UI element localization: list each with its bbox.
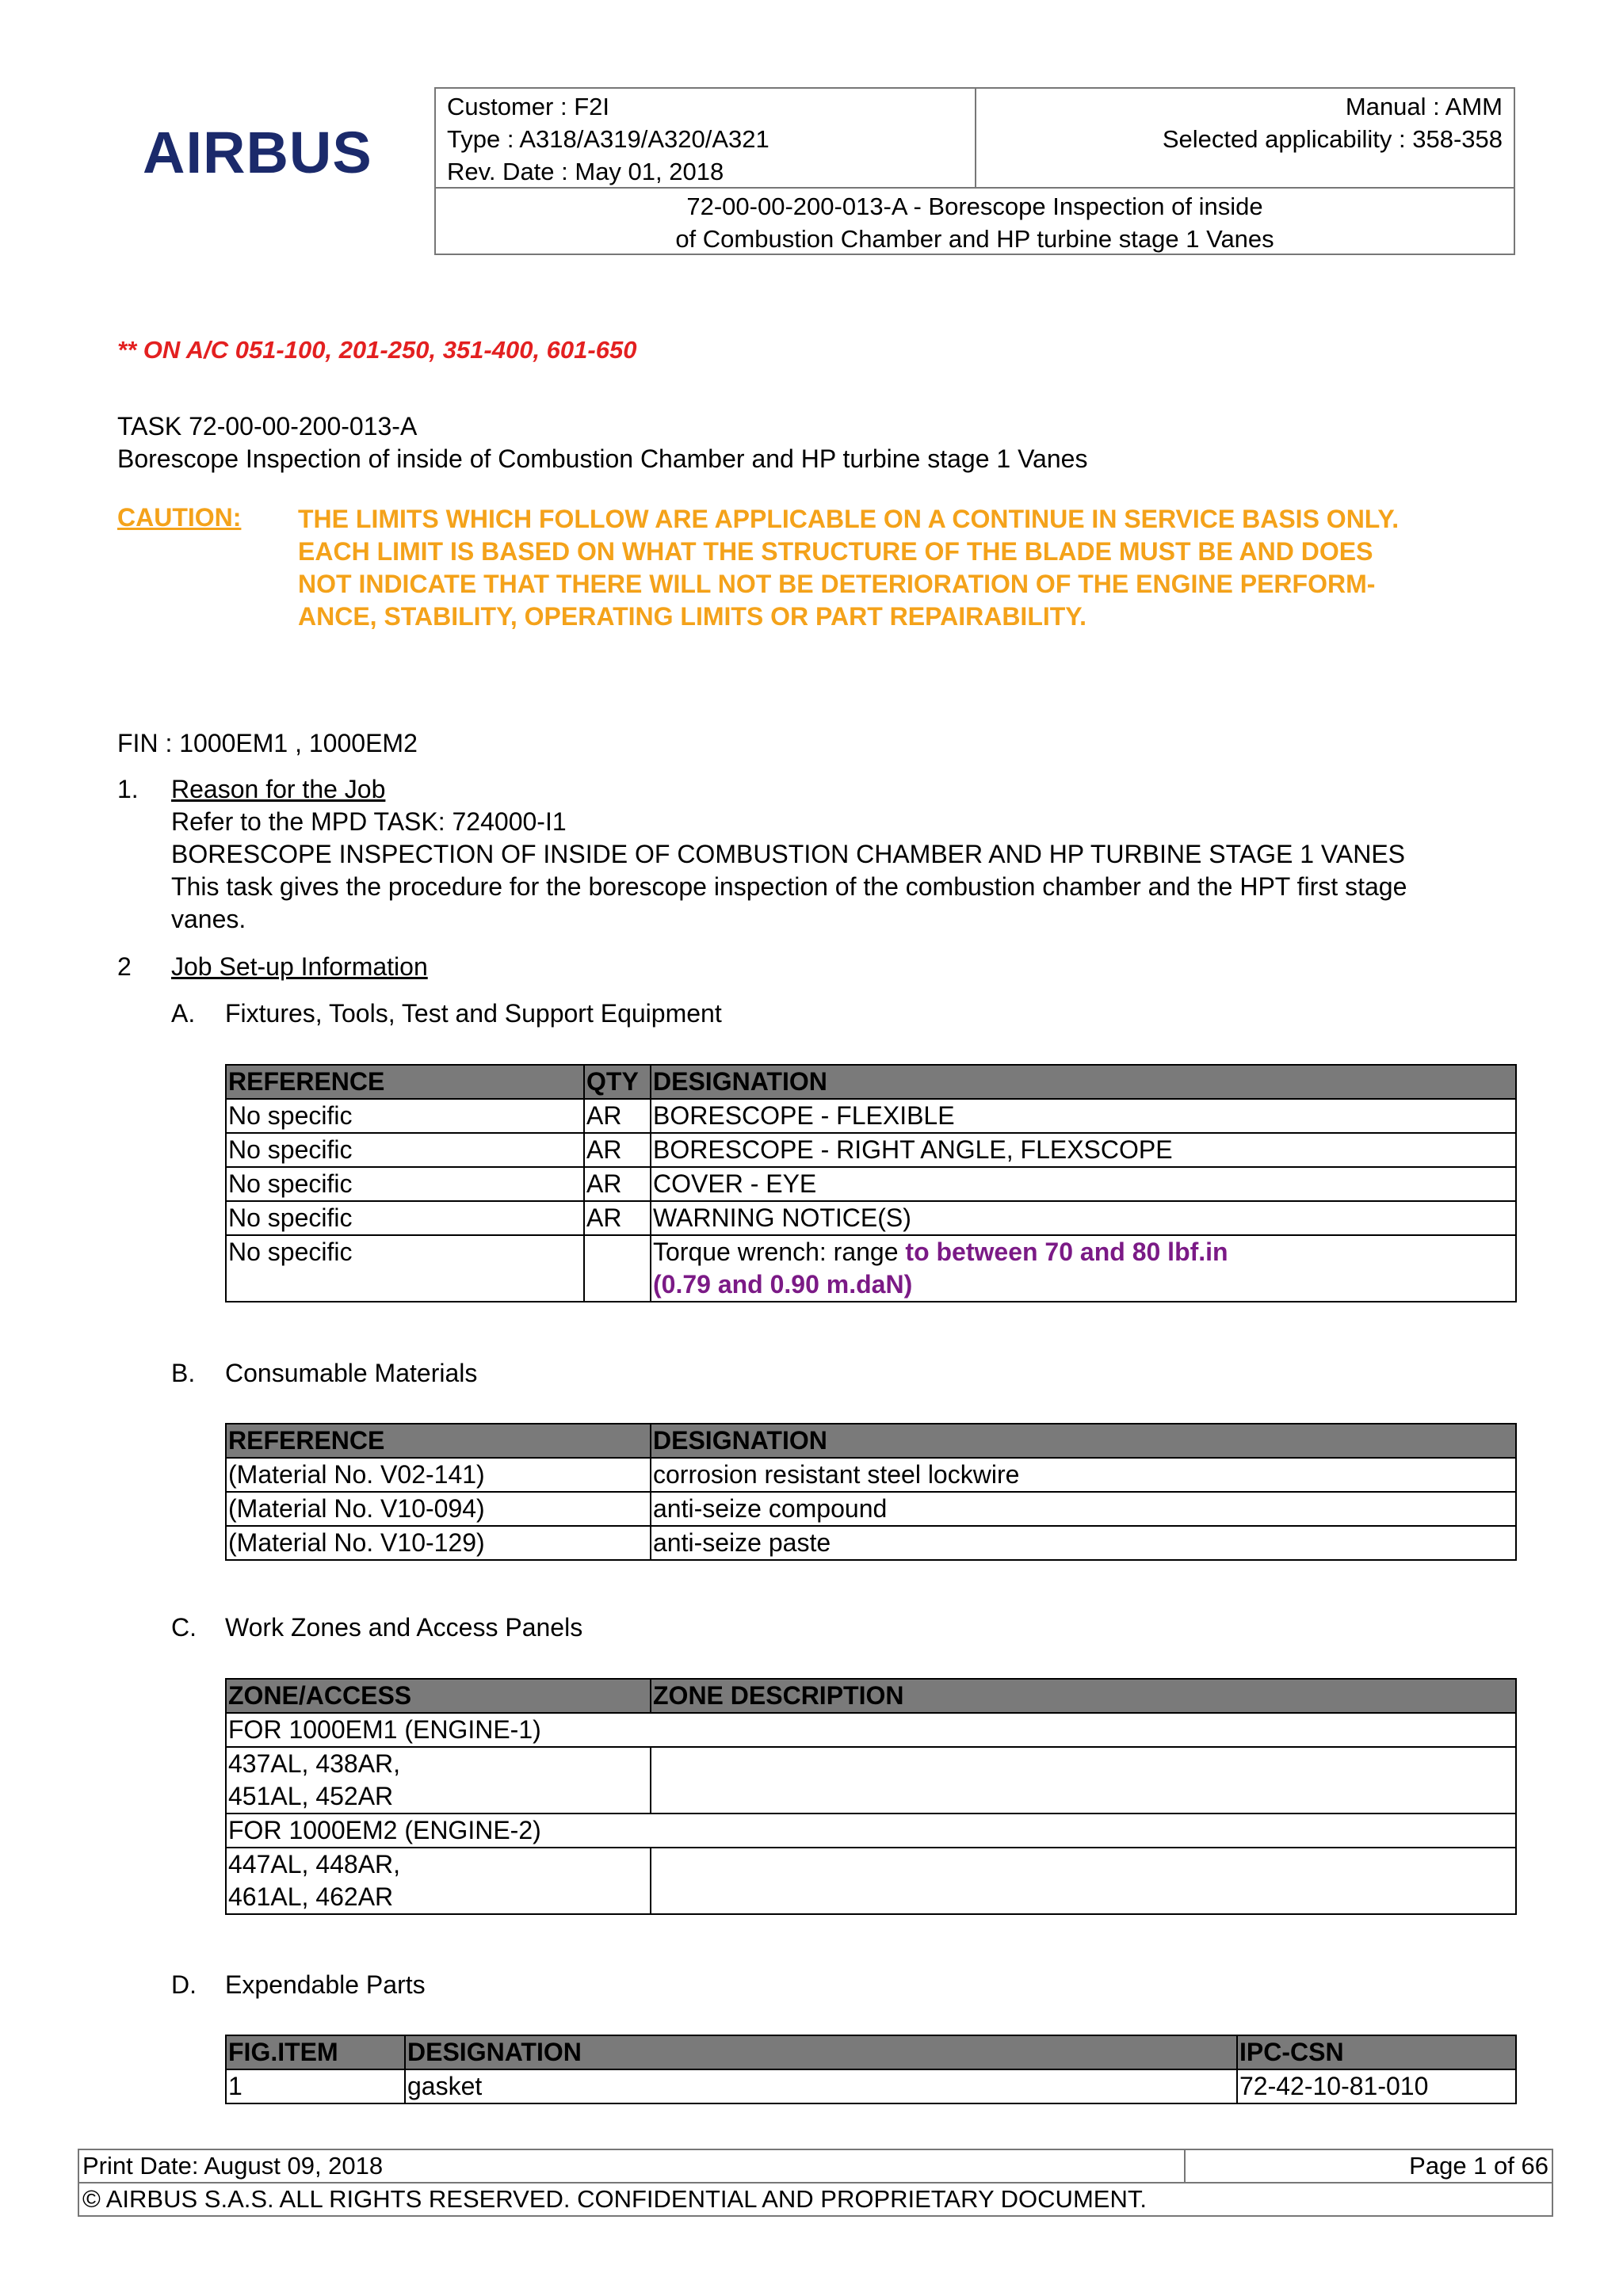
- caution-line: NOT INDICATE THAT THERE WILL NOT BE DETERIORATION OF THE ENGINE PERFORM-: [298, 570, 1376, 598]
- table-header-row: [226, 1424, 1516, 1458]
- table-row: [226, 1201, 1516, 1235]
- mpd-task-ref: Refer to the MPD TASK: 724000-I1: [171, 807, 567, 836]
- column-header: FIG.ITEM: [226, 2035, 405, 2069]
- page-number: Page 1 of 66: [1186, 2150, 1552, 2183]
- column-header: REFERENCE: [226, 1424, 651, 1458]
- table-row: [226, 1492, 1516, 1526]
- caution-line: ANCE, STABILITY, OPERATING LIMITS OR PART REPAIRABILITY.: [298, 602, 1086, 631]
- print-date: Print Date: August 09, 2018: [79, 2150, 1186, 2183]
- header-box: [434, 87, 1515, 255]
- table-row: [226, 1458, 1516, 1492]
- subA-title: Fixtures, Tools, Test and Support Equipment: [225, 999, 722, 1028]
- column-header: ZONE/ACCESS: [226, 1679, 651, 1713]
- table-cell: No specific: [226, 1133, 584, 1167]
- column-header: QTY: [584, 1065, 651, 1099]
- table-row: [226, 1848, 1516, 1914]
- column-header: DESIGNATION: [651, 1065, 1516, 1099]
- table-cell: No specific: [226, 1201, 584, 1235]
- subD-title: Expendable Parts: [225, 1970, 426, 1999]
- table-row: [226, 2069, 1516, 2103]
- effectivity-note: ** ON A/C 051-100, 201-250, 351-400, 601-650: [117, 336, 637, 364]
- table-header-row: [226, 1065, 1516, 1099]
- access-panels-line: 437AL, 438AR,: [228, 1749, 401, 1778]
- airbus-logo: AIRBUS: [143, 120, 372, 185]
- table-row: [226, 1167, 1516, 1201]
- manual-label: Manual : AMM: [1345, 93, 1503, 120]
- subD-letter: D.: [171, 1970, 197, 1999]
- table-row: [226, 1133, 1516, 1167]
- section1-line: vanes.: [171, 905, 246, 933]
- rev-date-label: Rev. Date : May 01, 2018: [447, 158, 724, 185]
- caution-label: CAUTION:: [117, 503, 242, 532]
- caution-text: [298, 503, 1518, 633]
- table-row: [226, 1747, 1516, 1814]
- table-header-row: [226, 1679, 1516, 1713]
- task-title: Borescope Inspection of inside of Combustion Chamber and HP turbine stage 1 Vanes: [117, 444, 1088, 473]
- table-row: [226, 1713, 1516, 1747]
- zone-description-cell: [651, 1747, 1516, 1814]
- access-panels-cell: [226, 1848, 651, 1914]
- table-cell: COVER - EYE: [651, 1167, 1516, 1201]
- table-cell: AR: [584, 1133, 651, 1167]
- table-cell: corrosion resistant steel lockwire: [651, 1458, 1516, 1492]
- table-cell: No specific: [226, 1167, 584, 1201]
- table-cell: (Material No. V02-141): [226, 1458, 651, 1492]
- table-cell: [584, 1235, 651, 1302]
- zone-description-cell: [651, 1848, 1516, 1914]
- header-customer-cell: [436, 89, 976, 189]
- table-header-row: [226, 2035, 1516, 2069]
- table-cell: (Material No. V10-094): [226, 1492, 651, 1526]
- column-header: IPC-CSN: [1237, 2035, 1516, 2069]
- column-header: DESIGNATION: [405, 2035, 1237, 2069]
- table-row: [226, 1814, 1516, 1848]
- torque-label: Torque wrench: range: [653, 1238, 906, 1266]
- subB-title: Consumable Materials: [225, 1359, 478, 1387]
- table-row: [226, 1099, 1516, 1133]
- applicability-label: Selected applicability : 358-358: [1162, 125, 1503, 153]
- fin-label: FIN : 1000EM1 , 1000EM2: [117, 729, 418, 757]
- column-header: REFERENCE: [226, 1065, 584, 1099]
- table-row: [226, 1235, 1516, 1302]
- table-cell: WARNING NOTICE(S): [651, 1201, 1516, 1235]
- torque-wrench-cell: [651, 1235, 1516, 1302]
- section2-number: 2: [117, 952, 132, 981]
- access-panels-line: 451AL, 452AR: [228, 1782, 394, 1810]
- access-panels-line: 447AL, 448AR,: [228, 1850, 401, 1878]
- access-panels-line: 461AL, 462AR: [228, 1882, 394, 1911]
- expendable-parts-table: [225, 2035, 1517, 2104]
- header-manual-cell: [976, 89, 1514, 189]
- task-number: TASK 72-00-00-200-013-A: [117, 412, 418, 441]
- type-label: Type : A318/A319/A320/A321: [447, 125, 769, 153]
- caution-line: THE LIMITS WHICH FOLLOW ARE APPLICABLE ON A CONTINUE IN SERVICE BASIS ONLY.: [298, 505, 1400, 533]
- subA-letter: A.: [171, 999, 196, 1028]
- torque-range-value: to between 70 and 80 lbf.in: [905, 1238, 1228, 1266]
- copyright-notice: © AIRBUS S.A.S. ALL RIGHTS RESERVED. CONFIDENTIAL AND PROPRIETARY DOCUMENT.: [82, 2185, 1147, 2213]
- table-cell: No specific: [226, 1235, 584, 1302]
- subB-letter: B.: [171, 1359, 196, 1387]
- page-footer: [78, 2149, 1553, 2217]
- table-row: [226, 1526, 1516, 1560]
- table-cell: No specific: [226, 1099, 584, 1133]
- table-cell: AR: [584, 1201, 651, 1235]
- table-cell: BORESCOPE - RIGHT ANGLE, FLEXSCOPE: [651, 1133, 1516, 1167]
- subC-title: Work Zones and Access Panels: [225, 1613, 583, 1642]
- section1-title: Reason for the Job: [171, 775, 386, 803]
- table-cell: gasket: [405, 2069, 1237, 2103]
- section1-line: BORESCOPE INSPECTION OF INSIDE OF COMBUSTION CHAMBER AND HP TURBINE STAGE 1 VANES: [171, 840, 1405, 868]
- table-cell: 72-42-10-81-010: [1237, 2069, 1516, 2103]
- engine2-zone-row: FOR 1000EM2 (ENGINE-2): [226, 1814, 1516, 1848]
- section2-title: Job Set-up Information: [171, 952, 428, 981]
- header-title-cell: [436, 189, 1514, 254]
- column-header: ZONE DESCRIPTION: [651, 1679, 1516, 1713]
- table-cell: AR: [584, 1167, 651, 1201]
- customer-label: Customer : F2I: [447, 93, 609, 120]
- section1-line: This task gives the procedure for the borescope inspection of the combustion chamber and the HPT first stage: [171, 872, 1407, 901]
- tools-table: [225, 1064, 1517, 1302]
- zones-table: [225, 1678, 1517, 1915]
- table-cell: (Material No. V10-129): [226, 1526, 651, 1560]
- section1-number: 1.: [117, 775, 139, 803]
- subC-letter: C.: [171, 1613, 197, 1642]
- engine1-zone-row: FOR 1000EM1 (ENGINE-1): [226, 1713, 1516, 1747]
- header-title-line1: 72-00-00-200-013-A - Borescope Inspection of inside: [686, 193, 1263, 220]
- column-header: DESIGNATION: [651, 1424, 1516, 1458]
- table-cell: anti-seize compound: [651, 1492, 1516, 1526]
- table-cell: AR: [584, 1099, 651, 1133]
- table-cell: BORESCOPE - FLEXIBLE: [651, 1099, 1516, 1133]
- header-title-line2: of Combustion Chamber and HP turbine stage 1 Vanes: [675, 225, 1274, 253]
- access-panels-cell: [226, 1747, 651, 1814]
- torque-range-metric: (0.79 and 0.90 m.daN): [653, 1270, 913, 1299]
- consumables-table: [225, 1423, 1517, 1561]
- table-cell: 1: [226, 2069, 405, 2103]
- caution-line: EACH LIMIT IS BASED ON WHAT THE STRUCTURE OF THE BLADE MUST BE AND DOES: [298, 537, 1373, 566]
- table-cell: anti-seize paste: [651, 1526, 1516, 1560]
